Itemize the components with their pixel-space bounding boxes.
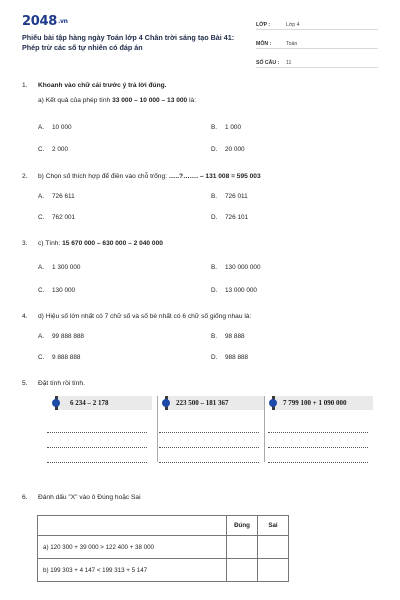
- option-c[interactable]: [38, 146, 68, 153]
- table-header-statement: [38, 516, 227, 536]
- option-letter: C.: [38, 214, 45, 221]
- prompt-text: a) Kết quả của phép tính: [38, 97, 113, 104]
- question-number: 6.: [22, 494, 28, 501]
- option-text: 1 300 000: [52, 264, 81, 271]
- table-row: [38, 559, 289, 582]
- option-letter: A.: [38, 333, 45, 340]
- question-prompt: Đánh dấu "X" vào ô Đúng hoặc Sai: [38, 494, 141, 501]
- meta-row-count: [256, 52, 378, 68]
- expression-text: 6 234 – 2 178: [70, 399, 109, 407]
- option-letter: D.: [211, 354, 218, 361]
- answer-line[interactable]: [268, 447, 368, 448]
- option-a[interactable]: [38, 124, 72, 131]
- option-letter: D.: [211, 287, 218, 294]
- answer-line[interactable]: [47, 447, 147, 448]
- option-b[interactable]: [211, 264, 261, 271]
- option-letter: D.: [211, 146, 218, 153]
- option-a[interactable]: [38, 193, 75, 200]
- answer-line[interactable]: [47, 432, 147, 433]
- option-text: 2 000: [52, 146, 68, 153]
- table-header-false: Sai: [258, 516, 289, 536]
- question-prompt: [38, 240, 163, 247]
- true-checkbox-cell[interactable]: [227, 536, 258, 559]
- option-text: 98 888: [225, 333, 245, 340]
- option-text: 10 000: [52, 124, 72, 131]
- prompt-expression: …..?……. – 131 008 = 595 003: [168, 173, 261, 180]
- expression-box-3: [272, 396, 373, 410]
- option-text: 762 001: [52, 214, 76, 221]
- meta-key: SỐ CÂU :: [256, 60, 280, 66]
- question-1: [22, 82, 378, 104]
- meta-value: Toán: [286, 41, 298, 47]
- option-d[interactable]: [211, 287, 257, 294]
- option-text: 99 888 888: [52, 333, 84, 340]
- option-c[interactable]: [38, 214, 75, 221]
- question-6: [22, 494, 378, 501]
- option-text: 726 011: [225, 193, 248, 200]
- option-text: 130 000: [52, 287, 76, 294]
- statement-cell: a) 120 300 + 39 000 > 122 400 + 38 000: [38, 536, 227, 559]
- meta-key: LỚP :: [256, 22, 271, 28]
- prompt-expression: 33 000 – 10 000 – 13 000: [112, 97, 188, 104]
- question-prompt: [38, 173, 261, 180]
- true-checkbox-cell[interactable]: [227, 559, 258, 582]
- answer-line[interactable]: [159, 462, 259, 463]
- question-3: [22, 240, 378, 247]
- logo-main: 2048: [22, 14, 57, 29]
- question-2: [22, 173, 378, 180]
- meta-row-class: [256, 14, 378, 30]
- question-header: [22, 173, 378, 180]
- question-instruction: Khoanh vào chữ cái trước ý trả lời đúng.: [38, 82, 167, 89]
- statement-cell: b) 199 303 + 4 147 < 199 313 + 5 147: [38, 559, 227, 582]
- option-letter: B.: [211, 193, 218, 200]
- answer-line[interactable]: [268, 462, 368, 463]
- option-d[interactable]: [211, 146, 245, 153]
- option-b[interactable]: [211, 333, 245, 340]
- meta-row-subject: [256, 33, 378, 49]
- meta-value: Lớp 4: [286, 22, 300, 28]
- option-letter: C.: [38, 287, 45, 294]
- option-text: 130 000 000: [225, 264, 261, 271]
- option-letter: A.: [38, 124, 45, 131]
- question-number: 2.: [22, 173, 28, 180]
- column-divider: [157, 396, 158, 462]
- question-header: [22, 380, 378, 387]
- expression-box-2: [165, 396, 264, 410]
- option-letter: A.: [38, 264, 45, 271]
- option-c[interactable]: [38, 354, 80, 361]
- option-d[interactable]: [211, 354, 248, 361]
- expression-box-1: [55, 396, 152, 410]
- bullet-dot-icon: [269, 399, 277, 407]
- question-header: [22, 494, 378, 501]
- logo-suffix: .vn: [57, 18, 68, 25]
- prompt-text: là:: [187, 97, 197, 104]
- option-letter: B.: [211, 264, 218, 271]
- table-header-row: [38, 516, 289, 536]
- option-a[interactable]: [38, 333, 84, 340]
- answer-line[interactable]: [159, 447, 259, 448]
- option-text: 1 000: [225, 124, 241, 131]
- option-text: 20 000: [225, 146, 245, 153]
- option-b[interactable]: [211, 124, 241, 131]
- option-text: 988 888: [225, 354, 249, 361]
- question-header: [22, 313, 378, 320]
- option-d[interactable]: [211, 214, 248, 221]
- false-checkbox-cell[interactable]: [258, 559, 289, 582]
- option-letter: C.: [38, 146, 45, 153]
- site-logo[interactable]: [22, 14, 68, 29]
- answer-line[interactable]: [268, 432, 368, 433]
- option-text: 13 000 000: [225, 287, 257, 294]
- worksheet-title: Phiếu bài tập hàng ngày Toán lớp 4 Chân trời sáng tạo Bài 41: Phép trừ các số tự nhiên có đáp án: [22, 33, 235, 52]
- question-prompt: Đặt tính rồi tính.: [38, 380, 85, 387]
- option-a[interactable]: [38, 264, 80, 271]
- question-number: 5.: [22, 380, 28, 387]
- question-prompt: [38, 97, 378, 104]
- option-text: 726 611: [52, 193, 75, 200]
- question-number: 1.: [22, 82, 28, 89]
- option-letter: B.: [211, 333, 218, 340]
- answer-line[interactable]: [47, 462, 147, 463]
- option-text: 9 888 888: [52, 354, 81, 361]
- prompt-text: c) Tính:: [38, 240, 63, 247]
- question-number: 4.: [22, 313, 28, 320]
- meta-panel: [256, 14, 378, 71]
- expression-text: 7 799 100 + 1 090 000: [283, 399, 347, 407]
- question-number: 3.: [22, 240, 28, 247]
- option-letter: D.: [211, 214, 218, 221]
- prompt-expression: 15 670 000 – 630 000 – 2 040 000: [62, 240, 163, 247]
- question-header: [22, 240, 378, 247]
- option-text: 726 101: [225, 214, 249, 221]
- table-header-true: Đúng: [227, 516, 258, 536]
- question-header: [22, 82, 378, 89]
- question-prompt: d) Hiệu số lớn nhất có 7 chữ số và số bé nhất có 6 chữ số giống nhau là:: [38, 313, 252, 320]
- option-letter: C.: [38, 354, 45, 361]
- expression-text: 223 500 – 181 367: [176, 399, 229, 407]
- false-checkbox-cell[interactable]: [258, 536, 289, 559]
- bullet-dot-icon: [52, 399, 60, 407]
- prompt-text: b) Chọn số thích hợp để điền vào chỗ trống:: [38, 173, 169, 180]
- answer-line[interactable]: [159, 432, 259, 433]
- meta-key: MÔN :: [256, 41, 272, 47]
- column-divider: [264, 396, 265, 462]
- table-row: [38, 536, 289, 559]
- question-5: [22, 380, 378, 387]
- option-b[interactable]: [211, 193, 248, 200]
- true-false-table: [37, 515, 289, 582]
- option-letter: B.: [211, 124, 218, 131]
- option-letter: A.: [38, 193, 45, 200]
- bullet-dot-icon: [162, 399, 170, 407]
- meta-value: 11: [286, 60, 292, 66]
- question-4: [22, 313, 378, 320]
- option-c[interactable]: [38, 287, 75, 294]
